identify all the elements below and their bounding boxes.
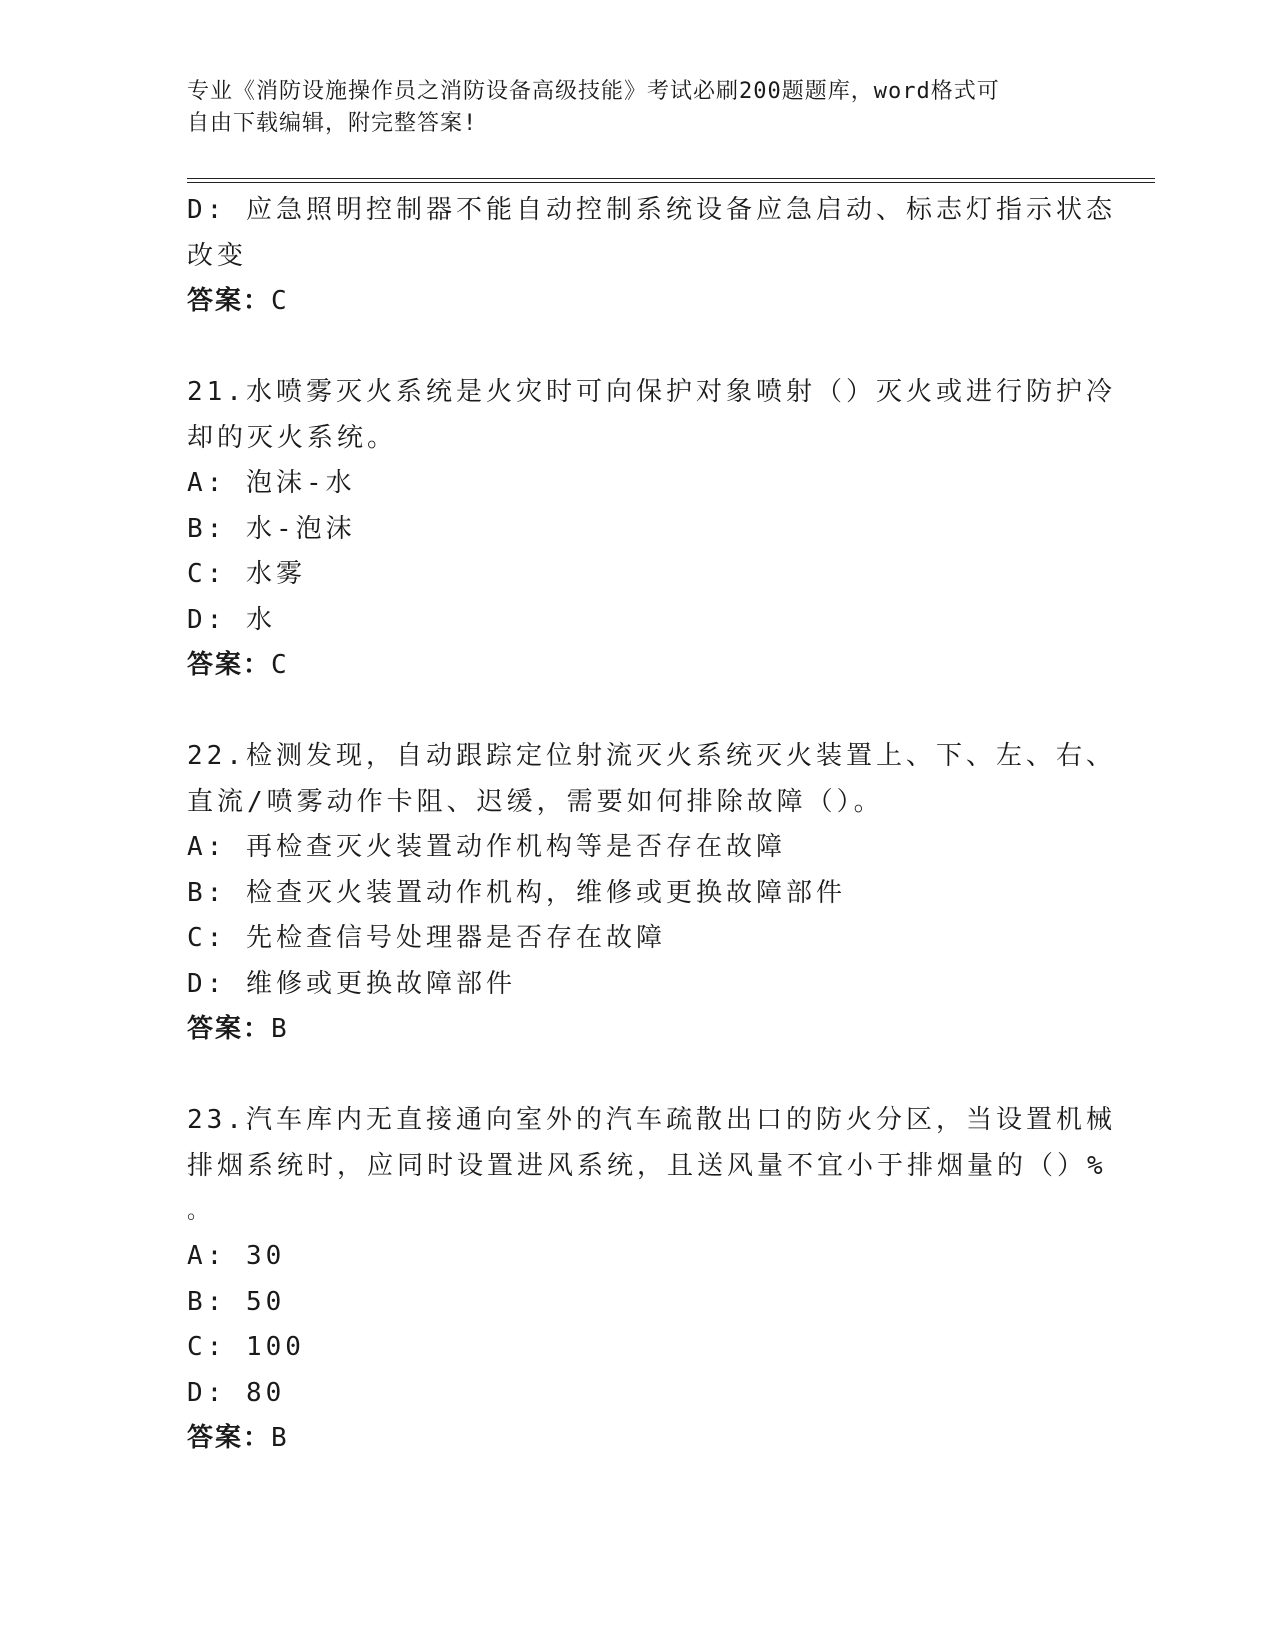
answer-line bbox=[187, 643, 1087, 689]
answer-value: B bbox=[271, 1014, 289, 1044]
question-23 bbox=[187, 1098, 1116, 1462]
option-b: B: 检查灭火装置动作机构，维修或更换故障部件 bbox=[187, 877, 846, 908]
option-c: C: 水雾 bbox=[187, 559, 306, 589]
answer-value: C bbox=[271, 650, 289, 680]
answer-line bbox=[187, 1416, 1087, 1462]
question-text: 22.检测发现，自动跟踪定位射流灭火系统灭火装置上、下、左、右、 bbox=[187, 741, 1116, 771]
document-header bbox=[187, 76, 1067, 140]
option-a: A: 30 bbox=[187, 1241, 286, 1271]
option-b: B: 水-泡沫 bbox=[187, 513, 356, 544]
question-22 bbox=[187, 734, 1116, 1053]
prev-question bbox=[187, 188, 1116, 325]
option-d: D: 80 bbox=[187, 1377, 286, 1408]
spacer bbox=[187, 325, 1087, 371]
option-d: D: 维修或更换故障部件 bbox=[187, 968, 516, 999]
option-a: A: 再检查灭火装置动作机构等是否存在故障 bbox=[187, 832, 786, 862]
answer-value: C bbox=[271, 286, 289, 316]
option-d-continued: 改变 bbox=[187, 240, 248, 271]
question-text-continued: 直流/喷雾动作卡阻、迟缓，需要如何排除故障（）。 bbox=[187, 786, 884, 817]
question-text: 23.汽车库内无直接通向室外的汽车疏散出口的防火分区，当设置机械 bbox=[187, 1105, 1116, 1135]
answer-line bbox=[187, 1007, 1087, 1053]
answer-label: 答案： bbox=[187, 286, 272, 316]
question-text-end: 。 bbox=[187, 1199, 214, 1224]
answer-value: B bbox=[271, 1423, 289, 1453]
option-b: B: 50 bbox=[187, 1286, 286, 1317]
answer-line bbox=[187, 279, 1087, 325]
spacer bbox=[187, 689, 1087, 735]
question-text-continued: 却的灭火系统。 bbox=[187, 422, 398, 453]
question-text: 21.水喷雾灭火系统是火灾时可向保护对象喷射（）灭火或进行防护冷 bbox=[187, 377, 1116, 407]
header-divider bbox=[187, 178, 1155, 183]
header-line-1: 专业《消防设施操作员之消防设备高级技能》考试必刷200题题库，word格式可 bbox=[187, 79, 1000, 104]
question-21 bbox=[187, 370, 1116, 689]
option-c: C: 100 bbox=[187, 1332, 305, 1362]
spacer bbox=[187, 1053, 1087, 1099]
option-c: C: 先检查信号处理器是否存在故障 bbox=[187, 923, 666, 953]
option-d: D: 应急照明控制器不能自动控制系统设备应急启动、标志灯指示状态 bbox=[187, 195, 1116, 225]
option-d: D: 水 bbox=[187, 604, 276, 635]
header-line-2: 自由下载编辑，附完整答案! bbox=[187, 111, 478, 136]
option-a: A: 泡沫-水 bbox=[187, 468, 356, 498]
question-text-continued: 排烟系统时，应同时设置进风系统，且送风量不宜小于排烟量的（）% bbox=[187, 1150, 1107, 1181]
answer-label: 答案： bbox=[187, 650, 272, 680]
answer-label: 答案： bbox=[187, 1423, 272, 1453]
answer-label: 答案： bbox=[187, 1014, 272, 1044]
question-list bbox=[187, 188, 1116, 1462]
